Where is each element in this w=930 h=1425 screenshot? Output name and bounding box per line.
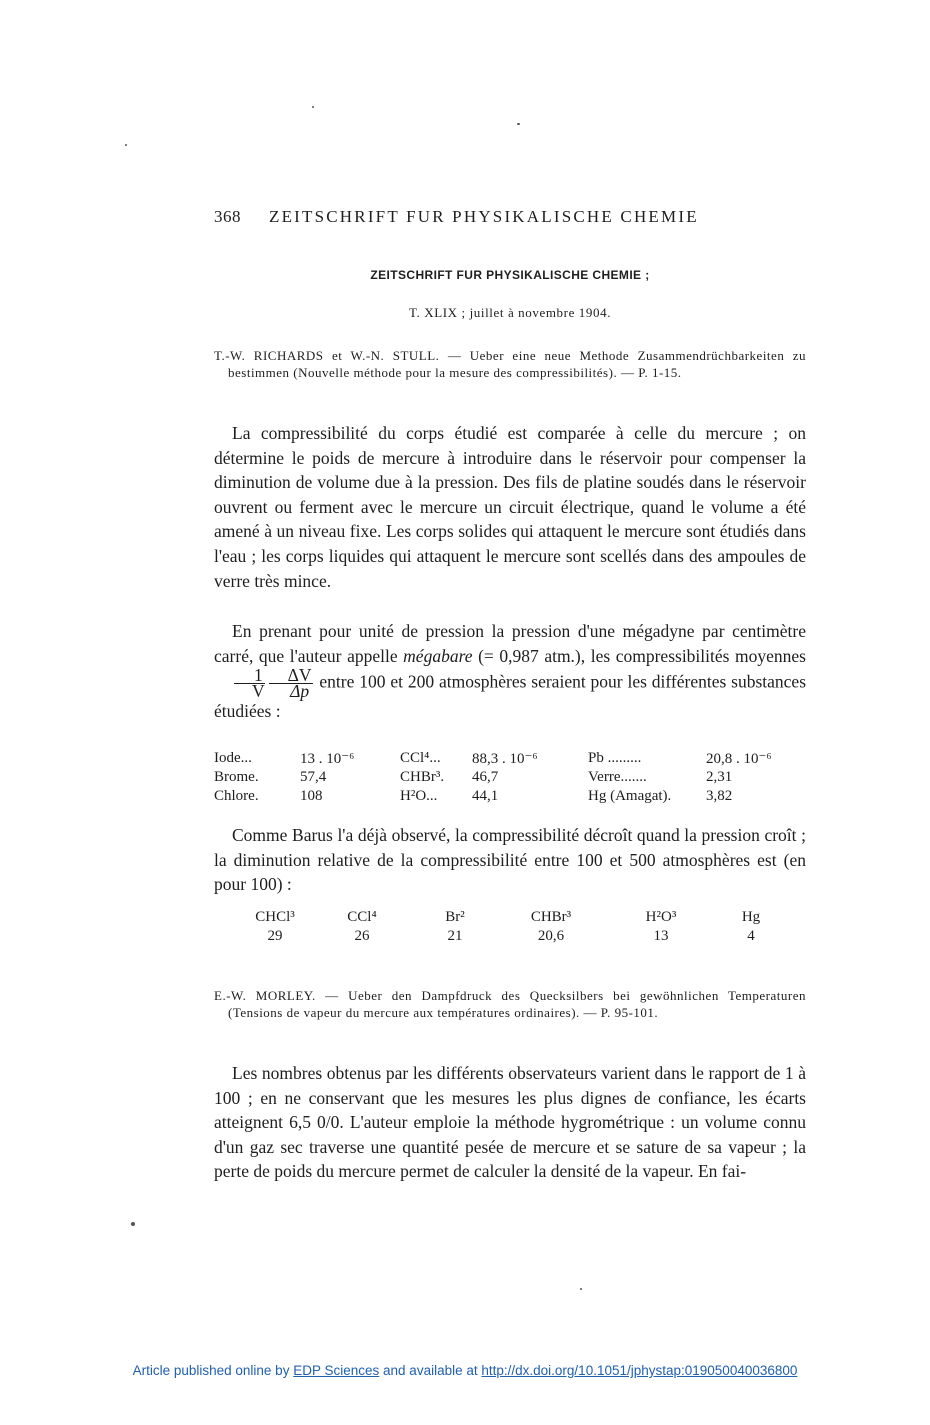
table-cell: 2,31 [706,769,733,785]
table-cell: Hg (Amagat). [588,788,672,804]
article2-reference [214,987,806,1021]
table-row [214,768,796,787]
table-cell: 29 [267,928,283,944]
table-cell: CHBr³. [400,769,445,785]
table-cell: 13 [653,928,669,944]
table-cell: 108 [300,788,323,804]
article1-paragraph-2 [214,619,806,724]
table-row [214,749,796,768]
table-cell: 26 [354,928,370,944]
table-row [240,927,786,946]
table-header-cell: H²O³ [645,909,677,925]
table-cell: 20,6 [537,928,565,944]
issue-line: T. XLIX ; juillet à novembre 1904. [408,305,612,320]
table-cell: Verre....... [588,769,647,785]
table-cell: CCl⁴... [400,750,441,766]
article1-citation: — Ueber eine neue Methode Zusammendrüchbarkeiten zu bestimmen (Nouvelle méthode pour la mesure des compressibilités). — P. 1-15. [228,348,807,380]
table-cell: 57,4 [300,769,327,785]
article2-paragraph-1 [214,1061,806,1184]
paragraph-text: Les nombres obtenus par les différents observateurs varient dans le rapport de 1 à 100 ; en ne conservant que les mesures les plus dignes de confiance, les écarts atteignent 6,5 0/0. L'auteur emploie la méthode hygrométrique : un volume connu d'un gaz sec traverse une quantité pesée de mercure et se sature de sa vapeur ; la perte de poids du mercure permet de calculer la densité de la vapeur. En fai- [214,1063,806,1182]
table-cell: Iode... [214,750,252,766]
table-cell: 46,7 [472,769,499,785]
article1-authors: T.-W. RICHARDS et W.-N. STULL. [214,348,440,363]
table-cell: Chlore. [214,788,259,804]
table-cell: 3,82 [706,788,733,804]
paragraph-text: En prenant pour unité de pression la pression d'une mégadyne par centimètre carré, que l'auteur appelle [214,621,806,666]
footer-text: and available at [383,1363,478,1378]
table-header-cell: CHBr³ [530,909,572,925]
running-title: ZEITSCHRIFT FUR PHYSIKALISCHE CHEMIE [269,207,699,226]
article2-authors: E.-W. MORLEY. [214,988,316,1003]
table-cell: H²O... [400,788,438,804]
article2-citation: — Ueber den Dampfdruck des Quecksilbers bei gewöhnlichen Temperaturen (Tensions de vapeur du mercure aux températures ordinaires). — P. 95-101. [228,988,806,1020]
article1-reference [214,347,806,381]
table-cell: 88,3 . 10⁻⁶ [472,751,538,767]
table-cell: 21 [447,928,463,944]
footer-text: Article published online by [132,1363,290,1378]
doi-link[interactable]: http://dx.doi.org/10.1051/jphystap:019050040036800 [481,1363,798,1378]
compressibility-formula [214,665,315,702]
scan-speck [125,144,127,146]
publisher-link[interactable]: EDP Sciences [293,1363,380,1378]
table-cell: 44,1 [472,788,499,804]
table-header-cell: Br² [445,909,465,925]
percent-decrease-table [240,908,786,946]
section-title: ZEITSCHRIFT FUR PHYSIKALISCHE CHEMIE ; [370,268,650,282]
fraction-dv-over-dp: $\frac{\Delta V}{\Delta p}$ [269,668,313,699]
table-header-cell: CCl⁴ [347,909,377,925]
scan-speck [131,1222,135,1226]
table-header-row [240,908,786,927]
scan-speck [580,1288,582,1290]
table-cell: 4 [747,928,755,944]
article1-paragraph-1 [214,421,806,593]
paragraph-text: Comme Barus l'a déjà observé, la compressibilité décroît quand la pression croît ; la diminution relative de la compressibilité entre 100 et 500 atmosphères est (en pour 100) : [214,825,806,895]
paragraph-text: entre 100 et 200 atmosphères seraient pour les différentes substances étudiées : [214,671,806,722]
compressibility-table [214,749,796,806]
publication-footer [0,1363,930,1378]
table-header-cell: CHCl³ [255,909,295,925]
table-header-cell: Hg [741,909,761,925]
table-cell: Pb ......... [588,750,642,766]
scan-speck [312,106,314,108]
page-number: 368 [214,207,241,226]
paragraph-text: La compressibilité du corps étudié est comparée à celle du mercure ; on détermine le poids de mercure à introduire dans le réservoir pour compenser la diminution de volume due à la pression. Des fils de platine soudés dans le réservoir ouvrent ou ferment avec le mercure un circuit électrique, quand le volume a été amené à un niveau fixe. Les corps solides qui attaquent le mercure sont étudiés dans l'eau ; les corps liquides qui attaquent le mercure sont scellés dans des ampoules de verre très mince. [214,423,806,591]
table-row [214,787,796,806]
running-header [214,207,734,227]
article1-paragraph-3 [214,823,806,897]
scan-speck [517,123,520,125]
paragraph-text: (= 0,987 atm.), les compressibilités moyennes [478,645,806,666]
term-megabare: mégabare [403,645,473,666]
fraction-1-over-v: $\frac{1}{V}$ [234,668,265,699]
table-cell: 20,8 . 10⁻⁶ [706,751,772,767]
table-cell: Brome. [214,769,259,785]
table-cell: 13 . 10⁻⁶ [300,751,355,767]
